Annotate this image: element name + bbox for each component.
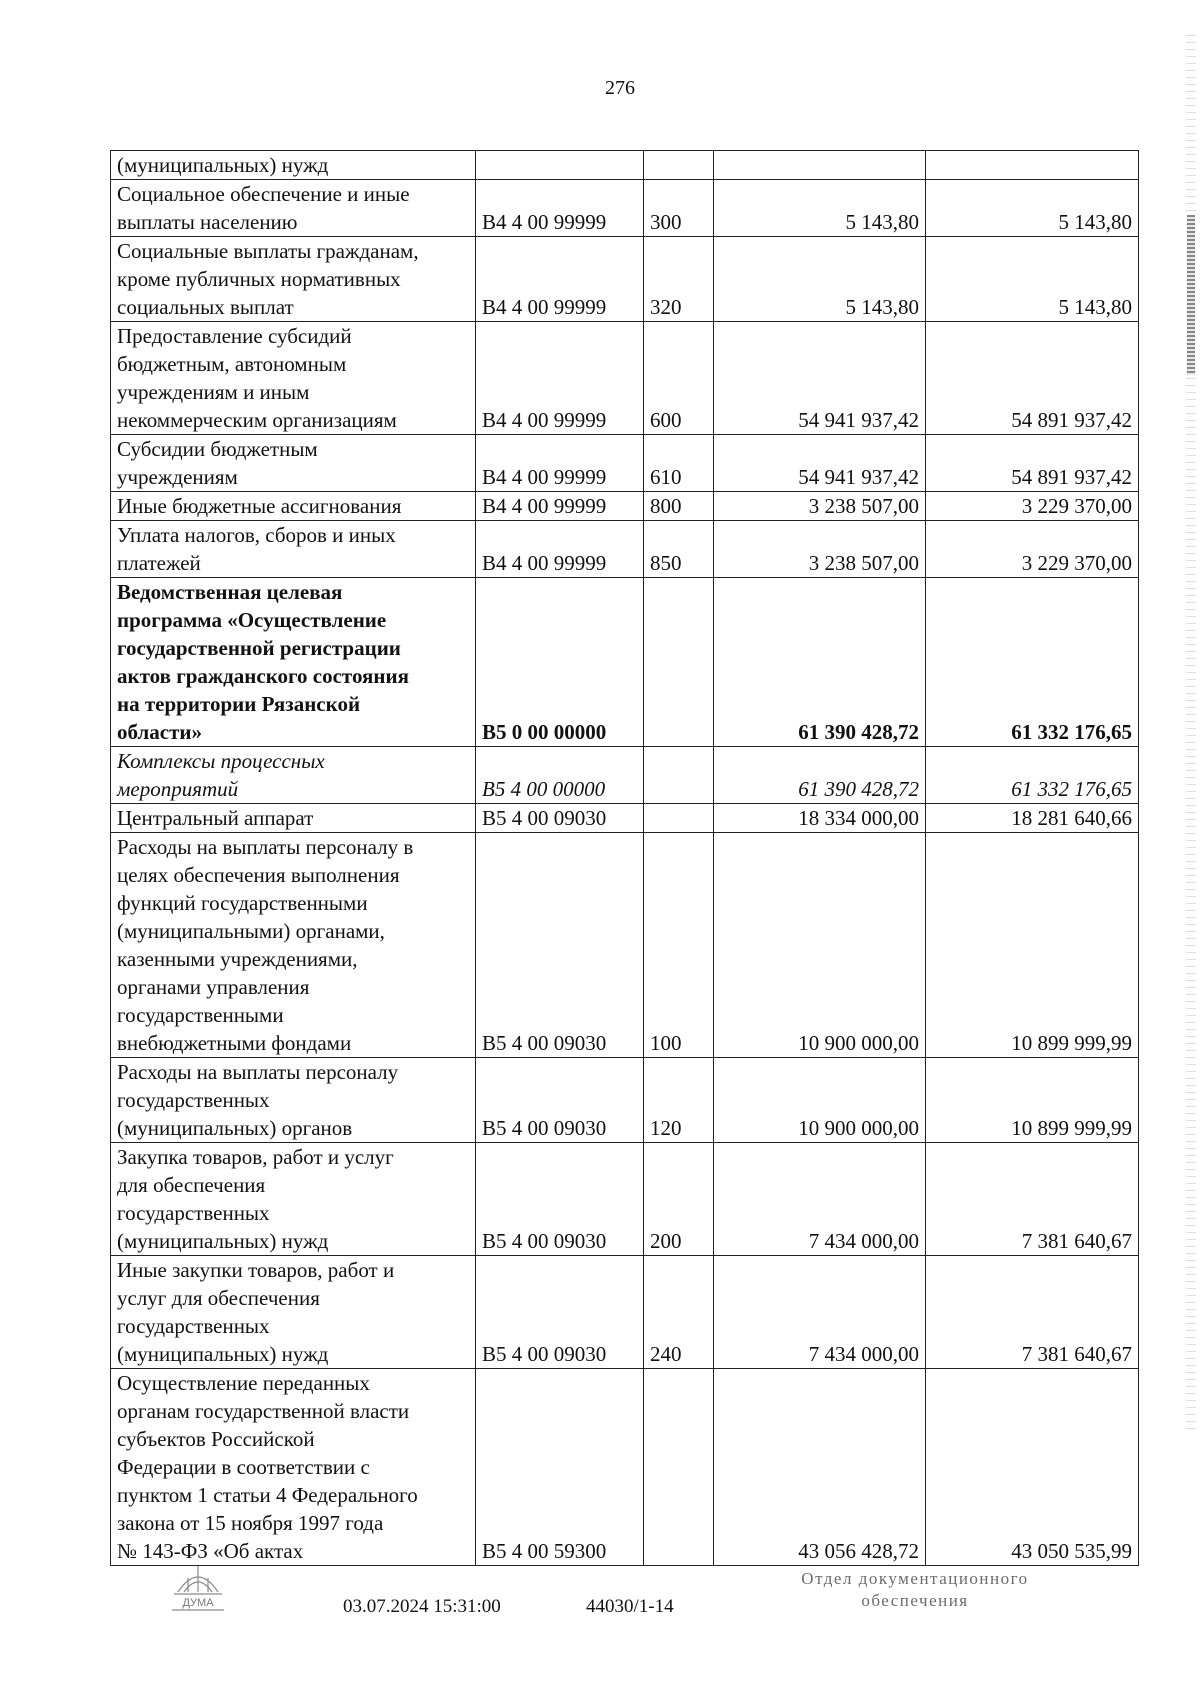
table-row — [111, 1058, 1139, 1143]
row-target-code: В5 0 00 00000 — [476, 578, 644, 747]
row-target-code: В5 4 00 09030 — [476, 1143, 644, 1256]
row-name: Иные бюджетные ассигнования — [111, 492, 476, 521]
row-expense-type: 200 — [644, 1143, 714, 1256]
row-name: Комплексы процессных мероприятий — [111, 747, 476, 804]
row-target-code — [476, 151, 644, 180]
table-row — [111, 435, 1139, 492]
row-expense-type — [644, 747, 714, 804]
row-expense-type: 240 — [644, 1256, 714, 1369]
row-amount-actual: 61 332 176,65 — [926, 747, 1139, 804]
scan-edge-marks — [1186, 35, 1196, 1435]
row-amount-planned: 5 143,80 — [714, 180, 926, 237]
row-amount-planned: 10 900 000,00 — [714, 1058, 926, 1143]
row-amount-planned: 61 390 428,72 — [714, 747, 926, 804]
stamp-text: Отдел документационного обеспечения — [801, 1569, 1029, 1610]
row-expense-type — [644, 151, 714, 180]
row-target-code: В4 4 00 99999 — [476, 435, 644, 492]
row-amount-planned: 61 390 428,72 — [714, 578, 926, 747]
row-expense-type — [644, 804, 714, 833]
row-amount-actual: 7 381 640,67 — [926, 1143, 1139, 1256]
row-name: Расходы на выплаты персоналу государственных (муниципальных) органов — [111, 1058, 476, 1143]
row-target-code: В4 4 00 99999 — [476, 180, 644, 237]
row-amount-actual: 18 281 640,66 — [926, 804, 1139, 833]
table-row — [111, 492, 1139, 521]
budget-table — [110, 150, 1139, 1566]
row-target-code: В4 4 00 99999 — [476, 322, 644, 435]
row-amount-actual: 54 891 937,42 — [926, 322, 1139, 435]
row-target-code: В4 4 00 99999 — [476, 237, 644, 322]
row-amount-actual: 5 143,80 — [926, 180, 1139, 237]
row-amount-actual — [926, 151, 1139, 180]
row-target-code: В5 4 00 59300 — [476, 1369, 644, 1566]
row-target-code: В4 4 00 99999 — [476, 492, 644, 521]
row-name: Социальное обеспечение и иные выплаты населению — [111, 180, 476, 237]
row-expense-type: 320 — [644, 237, 714, 322]
row-amount-actual: 3 229 370,00 — [926, 492, 1139, 521]
table-row — [111, 322, 1139, 435]
row-amount-planned: 54 941 937,42 — [714, 435, 926, 492]
table-row — [111, 180, 1139, 237]
row-amount-actual: 5 143,80 — [926, 237, 1139, 322]
row-amount-planned: 7 434 000,00 — [714, 1143, 926, 1256]
row-expense-type — [644, 578, 714, 747]
row-amount-planned: 43 056 428,72 — [714, 1369, 926, 1566]
table-row — [111, 1143, 1139, 1256]
row-amount-planned: 3 238 507,00 — [714, 492, 926, 521]
table-row — [111, 1256, 1139, 1369]
row-expense-type: 600 — [644, 322, 714, 435]
row-name: Ведомственная целевая программа «Осуществление государственной регистрации актов гражданского состояния на территории Рязанской области» — [111, 578, 476, 747]
table-row — [111, 1369, 1139, 1566]
row-amount-actual: 54 891 937,42 — [926, 435, 1139, 492]
table-row — [111, 151, 1139, 180]
row-amount-planned: 10 900 000,00 — [714, 833, 926, 1058]
row-amount-planned — [714, 151, 926, 180]
row-expense-type: 610 — [644, 435, 714, 492]
row-target-code: В5 4 00 09030 — [476, 833, 644, 1058]
row-name: Субсидии бюджетным учреждениям — [111, 435, 476, 492]
row-amount-planned: 18 334 000,00 — [714, 804, 926, 833]
row-name: Предоставление субсидий бюджетным, автономным учреждениям и иным некоммерческим организациям — [111, 322, 476, 435]
row-expense-type — [644, 1369, 714, 1566]
footer-department-stamp — [770, 1568, 1060, 1612]
row-amount-actual: 10 899 999,99 — [926, 833, 1139, 1058]
row-amount-actual: 7 381 640,67 — [926, 1256, 1139, 1369]
table-row — [111, 578, 1139, 747]
table-row — [111, 804, 1139, 833]
row-amount-actual: 43 050 535,99 — [926, 1369, 1139, 1566]
row-target-code: В5 4 00 00000 — [476, 747, 644, 804]
row-name: Уплата налогов, сборов и иных платежей — [111, 521, 476, 578]
row-target-code: В5 4 00 09030 — [476, 804, 644, 833]
row-amount-actual: 10 899 999,99 — [926, 1058, 1139, 1143]
table-row — [111, 521, 1139, 578]
row-name: Иные закупки товаров, работ и услуг для обеспечения государственных (муниципальных) нужд — [111, 1256, 476, 1369]
row-expense-type: 120 — [644, 1058, 714, 1143]
budget-table-body — [111, 151, 1139, 1566]
row-expense-type: 300 — [644, 180, 714, 237]
row-amount-planned: 54 941 937,42 — [714, 322, 926, 435]
row-expense-type: 850 — [644, 521, 714, 578]
row-name: Социальные выплаты гражданам, кроме публичных нормативных социальных выплат — [111, 237, 476, 322]
row-target-code: В4 4 00 99999 — [476, 521, 644, 578]
row-expense-type: 800 — [644, 492, 714, 521]
page-number: 276 — [605, 77, 635, 99]
table-row — [111, 833, 1139, 1058]
footer-doc-number: 44030/1-14 — [586, 1596, 674, 1617]
row-expense-type: 100 — [644, 833, 714, 1058]
row-name: Осуществление переданных органам государственной власти субъектов Российской Федерации в соответствии с пунктом 1 статьи 4 Федерального закона от 15 ноября 1997 года № 143-ФЗ «Об актах — [111, 1369, 476, 1566]
row-amount-planned: 5 143,80 — [714, 237, 926, 322]
row-amount-actual: 3 229 370,00 — [926, 521, 1139, 578]
row-name: Закупка товаров, работ и услуг для обеспечения государственных (муниципальных) нужд — [111, 1143, 476, 1256]
row-name: (муниципальных) нужд — [111, 151, 476, 180]
duma-logo — [170, 1558, 226, 1616]
row-target-code: В5 4 00 09030 — [476, 1058, 644, 1143]
table-row — [111, 237, 1139, 322]
footer-datetime: 03.07.2024 15:31:00 — [343, 1596, 501, 1617]
svg-text:ДУМА: ДУМА — [182, 1597, 214, 1609]
row-amount-actual: 61 332 176,65 — [926, 578, 1139, 747]
row-amount-planned: 7 434 000,00 — [714, 1256, 926, 1369]
row-name: Расходы на выплаты персоналу в целях обеспечения выполнения функций государственными (муниципальными) органами, казенными учреждениями, органами управления государственными внебюджетными фондами — [111, 833, 476, 1058]
row-amount-planned: 3 238 507,00 — [714, 521, 926, 578]
row-name: Центральный аппарат — [111, 804, 476, 833]
row-target-code: В5 4 00 09030 — [476, 1256, 644, 1369]
table-row — [111, 747, 1139, 804]
